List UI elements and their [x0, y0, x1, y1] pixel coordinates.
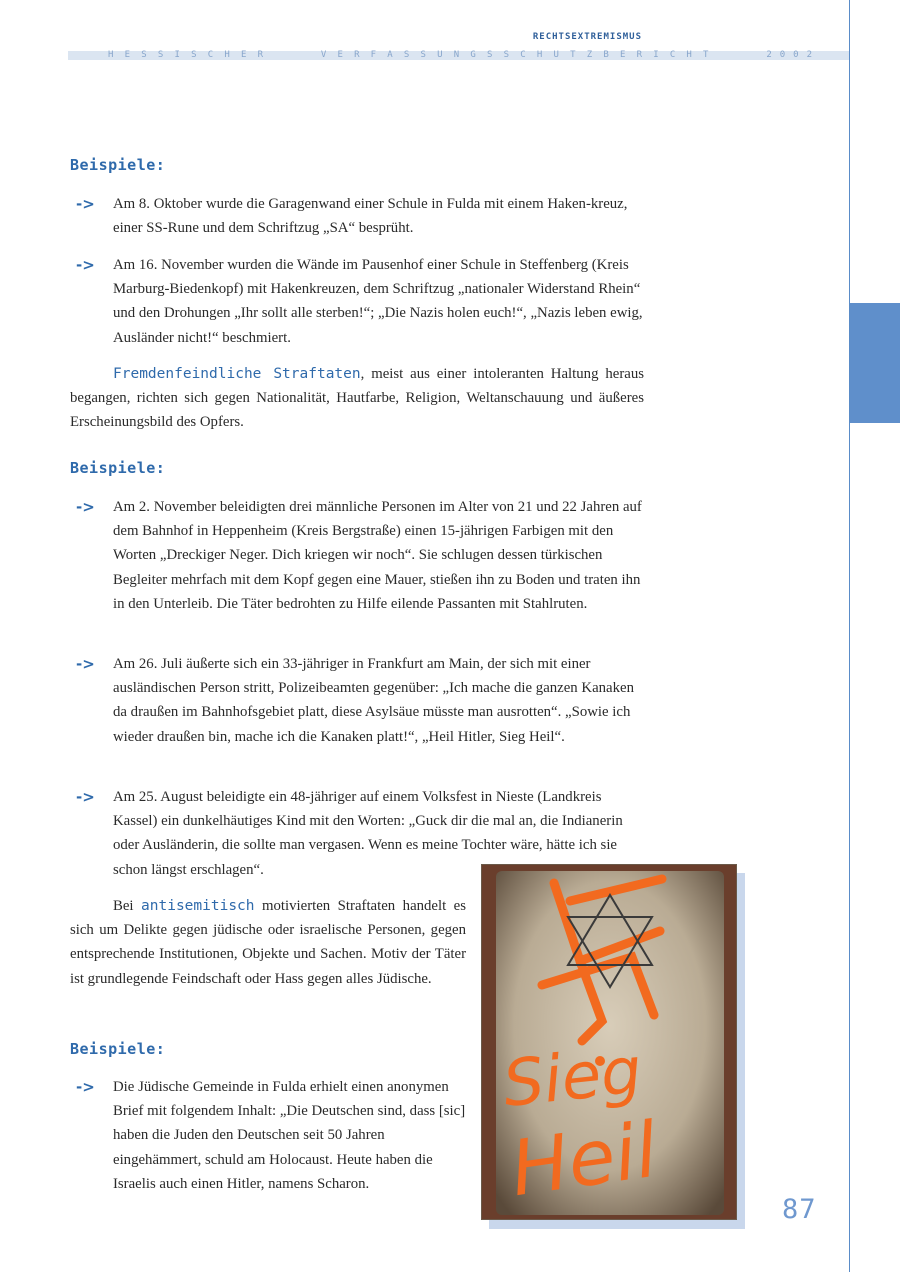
header-year: 2002 [766, 50, 820, 60]
bullet-arrow-icon: -> [76, 655, 95, 673]
example-text-6: Die Jüdische Gemeinde in Fulda erhielt einen anonymen Brief mit folgendem Inhalt: „Die Deutschen sind, dass [sic] haben die Juden den Deutschen seit 50 Jahren eingehämmert, schuld am Holocaust. Heute haben die Israelis auch einen Hitler, namens Scharon. [113, 1079, 466, 1192]
bullet-arrow-icon: -> [76, 788, 95, 806]
examples-heading-2: Beispiele: [70, 459, 166, 477]
example-item-3 [76, 495, 646, 616]
example-item-6 [76, 1075, 466, 1196]
paragraph-text-1: , meist aus einer intoleranten Haltung heraus begangen, richten sich gegen Nationalität, Hautfarbe, Religion, Weltanschauung und äußeres Erscheinungsbild des Opfers. [70, 366, 644, 431]
paragraph-xenophobic-offences [70, 362, 644, 435]
keyword-antisemitisch: antisemitisch [141, 898, 255, 914]
example-text-5: Am 25. August beleidigte ein 48-jähriger auf einem Volksfest in Nieste (Landkreis Kassel) ein dunkelhäutiges Kind mit den Worten: „Guck dir die mal an, die Indianerin oder Ausländerin, die sollte man vergasen. Wenn es meine Tochter wäre, hätte ich sie schon längst erschlagen“. [113, 789, 623, 878]
example-text-2: Am 16. November wurden die Wände im Pausenhof einer Schule in Steffenberg (Kreis Marburg-Biedenkopf) mit Hakenkreuzen, dem Schriftzug „nationaler Widerstand Rhein“ und den Drohungen „Ihr sollt alle sterben!“; „Die Nazis holen euch!“, „Nazis leben ewig, Ausländer nicht!“ beschmiert. [113, 257, 643, 346]
graffiti-word-heil: Heil [505, 1104, 663, 1214]
example-text-4: Am 26. Juli äußerte sich ein 33-jähriger in Frankfurt am Main, der sich mit einer ausländischen Person stritt, Polizeibeamten gegenüber: „Ich mache die ganzen Kanaken da draußen im Bahnhofsgebiet platt, diese Asylsäue müsste man ausrotten“. „Sowie ich wieder draußen bin, mache ich die Kanaken platt!“, „Heil Hitler, Sieg Heil“. [113, 656, 634, 745]
example-text-1: Am 8. Oktober wurde die Garagenwand einer Schule in Fulda mit einem Haken-kreuz, einer SS-Rune und dem Schriftzug „SA“ besprüht. [113, 196, 628, 237]
bullet-arrow-icon: -> [76, 498, 95, 516]
running-header [108, 50, 820, 60]
paragraph-antisemitic-offences [70, 894, 466, 991]
section-label: RECHTSEXTREMISMUS [532, 32, 642, 42]
examples-heading-3: Beispiele: [70, 1040, 166, 1058]
graffiti-photo [481, 864, 737, 1220]
bullet-arrow-icon: -> [76, 1078, 95, 1096]
graffiti-photo-image [482, 865, 737, 1220]
examples-heading-1: Beispiele: [70, 156, 166, 174]
graffiti-word-sieg: Sieg [499, 1033, 646, 1123]
right-margin-rule [849, 0, 850, 1272]
paragraph-prefix-2: Bei [113, 898, 142, 914]
chapter-tab-marker [850, 303, 900, 423]
page-number: 87 [782, 1194, 817, 1225]
paragraph-text-2: motivierten Straftaten handelt es sich um Delikte gegen jüdische oder israelische Personen, gegen entsprechende Institutionen, Objekte und Sachen. Motiv der Täter ist grundlegende Feindschaft oder Hass gegen alles Jüdische. [70, 898, 467, 987]
header-word-1: HESSISCHER [108, 50, 275, 60]
header-word-2: VERFASSUNGSSCHUTZBERICHT [320, 50, 720, 60]
example-item-2 [76, 253, 646, 350]
example-text-3: Am 2. November beleidigten drei männliche Personen im Alter von 21 und 22 Jahren auf dem Bahnhof in Heppenheim (Kreis Bergstraße) einen 15-jährigen Farbigen mit den Worten „Dreckiger Neger. Dich kriegen wir noch“. Sie schlugen dessen türkischen Begleiter mehrfach mit dem Kopf gegen eine Mauer, stießen ihn zu Boden und traten ihn in den Unterleib. Die Täter bedrohten zu Hilfe eilende Passanten mit Stahlruten. [113, 499, 642, 612]
keyword-fremdenfeindliche-straftaten: Fremdenfeindliche Straftaten [113, 366, 361, 382]
example-item-4 [76, 652, 646, 749]
bullet-arrow-icon: -> [76, 195, 95, 213]
example-item-1 [76, 192, 646, 240]
bullet-arrow-icon: -> [76, 256, 95, 274]
